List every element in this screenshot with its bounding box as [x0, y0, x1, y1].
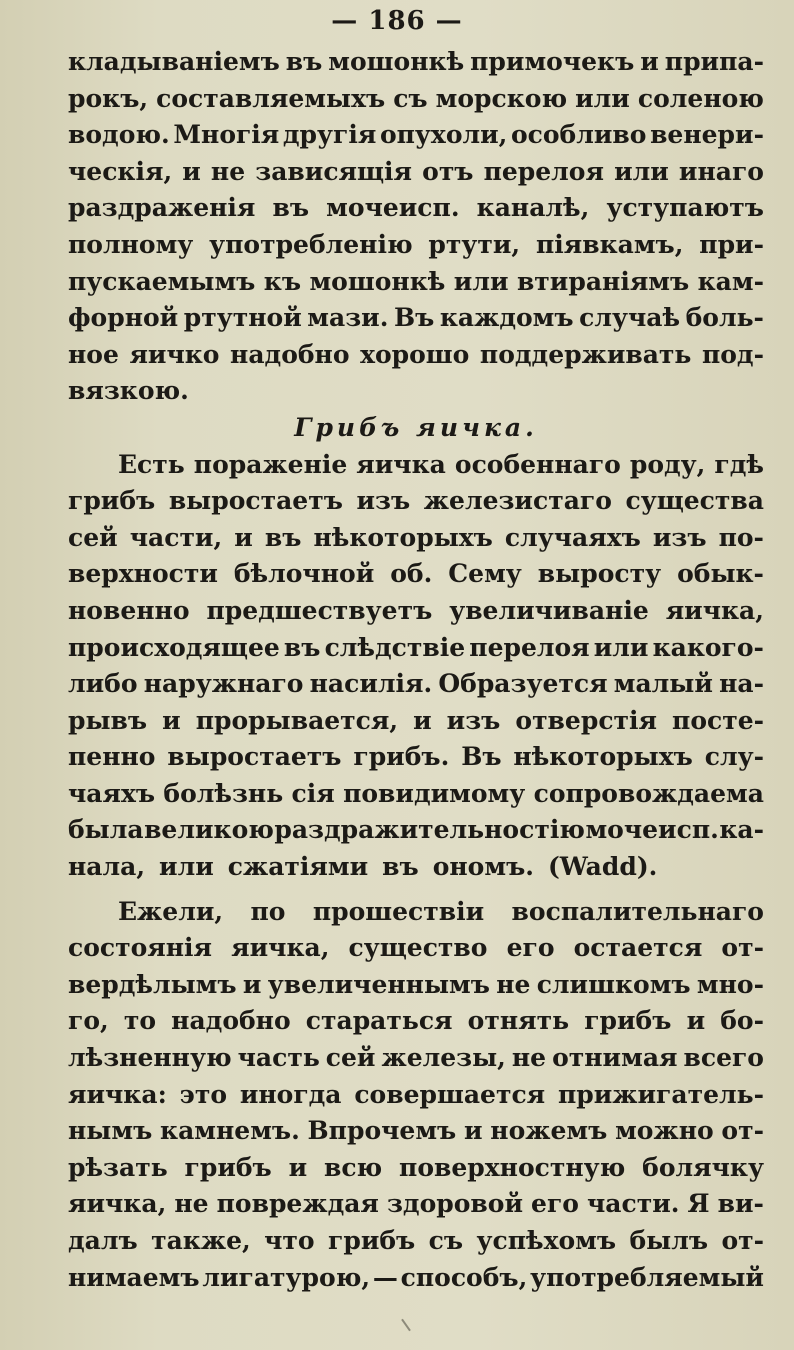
- word: наружнаго: [143, 669, 304, 699]
- text-line: [68, 520, 764, 557]
- word: или: [593, 632, 649, 662]
- word: и: [288, 1152, 308, 1182]
- word: съ: [393, 83, 428, 113]
- word: перелоя: [469, 632, 590, 662]
- section-heading: Грибъ яичка.: [294, 412, 538, 442]
- word: грибъ: [184, 1152, 272, 1182]
- word: изъ: [356, 486, 411, 516]
- word: изъ: [652, 522, 707, 552]
- text-line: [68, 264, 764, 301]
- word: рывъ: [68, 705, 148, 735]
- word: происходящее: [68, 632, 280, 662]
- word: втираніямъ: [516, 266, 690, 296]
- text-line: [68, 1077, 764, 1114]
- word: Въ: [393, 303, 435, 333]
- word: отнимая: [552, 1043, 678, 1073]
- word: можно: [615, 1116, 714, 1146]
- word: и: [182, 156, 201, 186]
- word: это: [179, 1079, 227, 1109]
- word: поверхностную: [399, 1152, 626, 1182]
- word: полному: [68, 229, 194, 259]
- word: лигатурою,: [202, 1262, 371, 1292]
- text-line: [68, 44, 764, 81]
- word: грибъ: [328, 1226, 416, 1255]
- word: от-: [721, 1226, 764, 1255]
- word: и: [686, 1006, 706, 1036]
- word: Впрочемъ: [307, 1116, 457, 1146]
- word: пенно: [68, 742, 156, 772]
- word: (Wadd).: [547, 852, 658, 882]
- text-line: [68, 154, 764, 191]
- word: от-: [721, 933, 764, 963]
- word: повреждая: [216, 1189, 379, 1219]
- word: го,: [68, 1006, 109, 1036]
- word: особеннаго: [454, 449, 621, 479]
- word: мно-: [696, 969, 764, 999]
- word: припа-: [664, 47, 764, 76]
- word: въ: [283, 632, 321, 662]
- text-line: [68, 373, 764, 410]
- word: яичка,: [665, 595, 764, 625]
- word: Многія: [173, 120, 280, 150]
- word: сопровождаема: [533, 778, 764, 808]
- word: что: [264, 1226, 315, 1255]
- word: железы,: [381, 1043, 506, 1073]
- text-line: [68, 1113, 764, 1150]
- word: или: [614, 156, 669, 186]
- word: выростаетъ: [168, 486, 343, 516]
- word: ртутной: [183, 303, 302, 333]
- text-line: [68, 1040, 764, 1077]
- word: особливо: [510, 120, 647, 150]
- word: мочеисп.: [326, 193, 460, 223]
- text-line: [68, 593, 764, 630]
- word: поддерживать: [479, 339, 692, 369]
- word: —: [372, 1262, 398, 1292]
- word: железистаго: [423, 486, 612, 516]
- word: форной: [68, 303, 179, 333]
- word: обык-: [677, 559, 764, 589]
- word: кладываніемъ: [68, 47, 280, 76]
- word: выросту: [537, 559, 662, 589]
- word: другія: [282, 120, 377, 150]
- word: и: [640, 47, 659, 76]
- word: его: [506, 933, 555, 963]
- word: нѣкоторыхъ: [313, 522, 493, 552]
- word: яичка,: [231, 933, 330, 963]
- word: зависящія: [255, 156, 413, 186]
- text-line: [68, 337, 764, 374]
- word: существа: [625, 486, 764, 516]
- word: въ: [264, 522, 302, 552]
- word: то: [123, 1006, 157, 1036]
- text-line: [68, 894, 764, 931]
- word: употребленію: [209, 229, 413, 259]
- word: случаѣ: [579, 303, 681, 333]
- word: также,: [151, 1226, 251, 1255]
- word: нимаемъ: [68, 1262, 200, 1292]
- word: по-: [718, 522, 764, 552]
- text-line: [68, 1003, 764, 1040]
- text-line: [68, 190, 764, 227]
- word: съ: [428, 1226, 464, 1255]
- word: пораженіе: [193, 449, 348, 479]
- print-speck: [401, 1319, 411, 1332]
- word: отверстія: [515, 705, 657, 735]
- word: слу-: [704, 742, 764, 772]
- text-line: [68, 447, 764, 484]
- text-line: [68, 776, 764, 813]
- word: на-: [719, 669, 764, 699]
- text-line: [68, 666, 764, 703]
- word: не: [511, 1043, 547, 1073]
- word: и: [242, 969, 262, 999]
- word: и: [234, 522, 253, 552]
- word: яичка,: [68, 1189, 167, 1219]
- word: былъ: [629, 1226, 709, 1255]
- word: верхности: [68, 559, 218, 589]
- word: кам-: [697, 266, 764, 296]
- word: бѣлочной: [233, 559, 375, 589]
- word: нѣкоторыхъ: [513, 742, 693, 772]
- word: Я: [687, 1189, 710, 1219]
- word: либо: [68, 669, 138, 699]
- word: нала,: [68, 852, 146, 882]
- word: Сему: [448, 559, 522, 589]
- word: прижигатель-: [557, 1079, 764, 1109]
- word: великою: [144, 815, 274, 845]
- word: существо: [348, 933, 488, 963]
- word: сей: [68, 522, 118, 552]
- text-line: [68, 630, 764, 667]
- word: вердѣлымъ: [68, 969, 237, 999]
- word: каналѣ,: [476, 193, 590, 223]
- word: мошонкѣ: [309, 266, 446, 296]
- word: прошествіи: [312, 896, 485, 926]
- word: ка-: [719, 815, 764, 845]
- word: нымъ: [68, 1116, 153, 1146]
- word: остается: [573, 933, 703, 963]
- word: камнемъ.: [160, 1116, 300, 1146]
- word: повидимому: [343, 778, 526, 808]
- word: какого-: [652, 632, 764, 662]
- word: ономъ.: [432, 852, 534, 882]
- text-line: [68, 483, 764, 520]
- text-line: [68, 1223, 764, 1260]
- word: мочеисп.: [585, 815, 719, 845]
- text-line: [68, 1186, 764, 1223]
- word: яичка:: [68, 1079, 167, 1109]
- word: соленою: [637, 83, 764, 113]
- text-line: [68, 967, 764, 1004]
- word: вязкою.: [68, 376, 189, 406]
- word: по: [250, 896, 286, 926]
- word: под-: [701, 339, 764, 369]
- word: посте-: [672, 705, 764, 735]
- word: не: [210, 156, 246, 186]
- word: успѣхомъ: [476, 1226, 617, 1255]
- word: состоянія: [68, 933, 213, 963]
- word: далъ: [68, 1226, 138, 1255]
- word: всю: [323, 1152, 383, 1182]
- word: лѣзненную: [68, 1043, 232, 1073]
- word: раздражительностію: [274, 815, 585, 845]
- text-line: [68, 849, 764, 886]
- word: употребляемый: [530, 1262, 764, 1292]
- text-line: [68, 812, 764, 849]
- word: ртути,: [428, 229, 521, 259]
- word: стараться: [305, 1006, 453, 1036]
- word: роду,: [629, 449, 706, 479]
- text-line: [68, 227, 764, 264]
- word: иногда: [239, 1079, 342, 1109]
- word: яичко: [129, 339, 220, 369]
- word: инаго: [678, 156, 764, 186]
- word: гдѣ: [714, 449, 764, 479]
- word: не: [174, 1189, 209, 1219]
- word: надобно: [171, 1006, 291, 1036]
- body-text: [68, 44, 764, 1296]
- word: части,: [129, 522, 223, 552]
- word: и: [413, 705, 432, 735]
- text-line: [68, 117, 764, 154]
- word: мази.: [307, 303, 389, 333]
- word: и: [463, 1116, 483, 1146]
- word: къ: [263, 266, 302, 296]
- word: грибъ: [584, 1006, 672, 1036]
- text-line: [68, 556, 764, 593]
- word: хорошо: [360, 339, 470, 369]
- word: пускаемымъ: [68, 266, 256, 296]
- word: совершается: [354, 1079, 546, 1109]
- word: грибъ: [68, 486, 156, 516]
- word: піявкамъ,: [535, 229, 684, 259]
- word: въ: [272, 193, 310, 223]
- word: каждомъ: [439, 303, 574, 333]
- word: новенно: [68, 595, 190, 625]
- word: рѣзать: [68, 1152, 168, 1182]
- word: сжатіями: [227, 852, 369, 882]
- word: грибъ.: [353, 742, 450, 772]
- word: болячку: [642, 1152, 764, 1182]
- word: выростаетъ: [167, 742, 342, 772]
- word: яичка: [356, 449, 446, 479]
- paragraph-spacer: [68, 886, 764, 894]
- word: въ: [285, 47, 323, 76]
- word: составляемыхъ: [156, 83, 386, 113]
- word: способъ,: [400, 1262, 528, 1292]
- word: при-: [699, 229, 764, 259]
- word: была: [68, 815, 144, 845]
- page-number: — 186 —: [331, 6, 463, 36]
- word: опухоли,: [379, 120, 508, 150]
- word: или: [453, 266, 509, 296]
- word: прорывается,: [195, 705, 399, 735]
- word: или: [575, 83, 630, 113]
- word: случаяхъ: [504, 522, 641, 552]
- word: слѣдствіе: [324, 632, 466, 662]
- text-line: [68, 1150, 764, 1187]
- word: часть: [237, 1043, 320, 1073]
- word: или: [159, 852, 214, 882]
- word: здоровой: [386, 1189, 523, 1219]
- word: бо-: [720, 1006, 764, 1036]
- word: венери-: [650, 120, 764, 150]
- text-line: [68, 930, 764, 967]
- word: увеличеннымъ: [267, 969, 490, 999]
- word: рокъ,: [68, 83, 149, 113]
- word: сей: [325, 1043, 376, 1073]
- word: чаяхъ: [68, 778, 156, 808]
- word: болѣзнь: [163, 778, 284, 808]
- word: его: [531, 1189, 579, 1219]
- word: отнять: [467, 1006, 570, 1036]
- word: ножемъ: [490, 1116, 608, 1146]
- word: ное: [68, 339, 119, 369]
- word: части.: [587, 1189, 680, 1219]
- text-line: [68, 300, 764, 337]
- word: ви-: [717, 1189, 764, 1219]
- word: надобно: [230, 339, 350, 369]
- word: слишкомъ: [536, 969, 691, 999]
- word: сія: [291, 778, 335, 808]
- word: и: [162, 705, 181, 735]
- word: Въ: [461, 742, 502, 772]
- word: въ: [382, 852, 419, 882]
- word: малый: [613, 669, 713, 699]
- text-line: [68, 703, 764, 740]
- word: мошонкѣ: [328, 47, 465, 76]
- word: Есть: [118, 449, 185, 479]
- word: водою.: [68, 120, 170, 150]
- word: об.: [390, 559, 433, 589]
- word: увеличиваніе: [449, 595, 649, 625]
- word: не: [496, 969, 531, 999]
- word: предшествуетъ: [206, 595, 433, 625]
- word: уступаютъ: [606, 193, 764, 223]
- word: боль-: [685, 303, 764, 333]
- text-line: [68, 739, 764, 776]
- word: всего: [683, 1043, 764, 1073]
- text-line: [68, 1260, 764, 1297]
- word: изъ: [446, 705, 501, 735]
- text-line: [68, 81, 764, 118]
- word: ческія,: [68, 156, 173, 186]
- word: воспалительнаго: [511, 896, 764, 926]
- word: Ежели,: [118, 896, 224, 926]
- word: перелоя: [483, 156, 604, 186]
- word: отъ: [422, 156, 474, 186]
- word: примочекъ: [470, 47, 635, 76]
- word: морскою: [435, 83, 568, 113]
- word: от-: [721, 1116, 764, 1146]
- word: насилія.: [309, 669, 433, 699]
- word: Образуется: [438, 669, 608, 699]
- word: раздраженія: [68, 193, 256, 223]
